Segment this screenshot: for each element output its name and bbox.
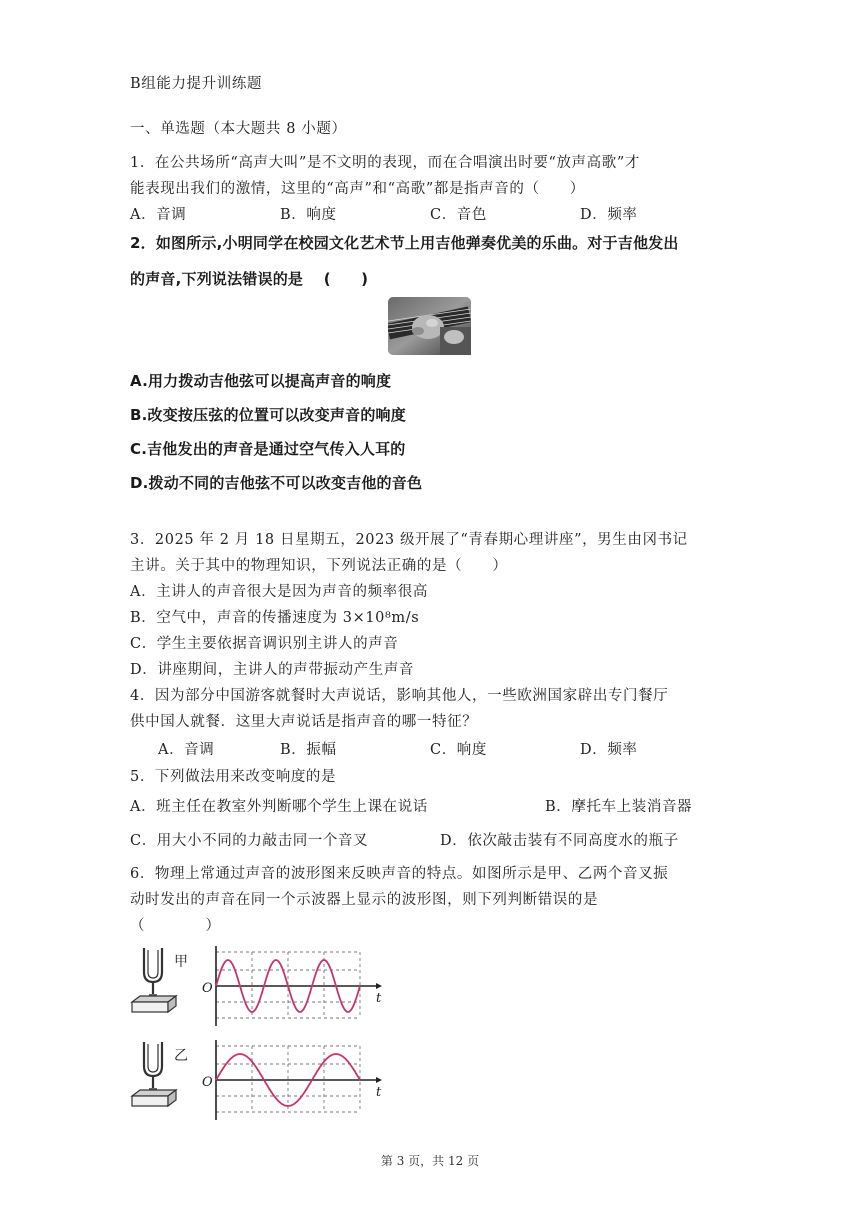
guitar-photo — [388, 297, 471, 355]
q2-option-d: D.拨动不同的吉他弦不可以改变吉他的音色 — [130, 474, 423, 492]
q4-option-d: D．频率 — [580, 742, 638, 758]
q3-option-a: A．主讲人的声音很大是因为声音的频率很高 — [130, 584, 428, 600]
q1-option-a: A．音调 — [130, 207, 187, 223]
q3-option-d: D．讲座期间，主讲人的声带振动产生声音 — [130, 662, 415, 678]
q3-option-b: B．空气中，声音的传播速度为 3×10⁸m/s — [130, 610, 420, 626]
q1-option-c: C．音色 — [430, 207, 487, 223]
q5-option-a: A．班主任在教室外判断哪个学生上课在说话 — [130, 799, 428, 815]
wave-jia-origin: O — [202, 981, 213, 996]
q4-option-c: C．响度 — [430, 742, 487, 758]
q6-stem-line2: 动时发出的声音在同一个示波器上显示的波形图，则下列判断错误的是 — [130, 892, 599, 908]
q1-stem-line1: 1．在公共场所“高声大叫”是不文明的表现，而在合唱演出时要“放声高歌”才 — [130, 155, 640, 171]
section-title: B组能力提升训练题 — [130, 76, 263, 92]
part-heading: 一、单选题（本大题共 8 小题） — [130, 121, 347, 137]
q3-stem-line2: 主讲。关于其中的物理知识，下列说法正确的是（ ） — [130, 558, 508, 574]
q3-option-c: C．学生主要依据音调识别主讲人的声音 — [130, 636, 399, 652]
q4-option-a: A．音调 — [158, 742, 215, 758]
q2-option-b: B.改变按压弦的位置可以改变声音的响度 — [130, 406, 406, 424]
q1-option-d: D．频率 — [580, 207, 638, 223]
q5-option-c: C．用大小不同的力敲击同一个音叉 — [130, 833, 369, 849]
q6-stem-line3: （ ） — [130, 918, 221, 934]
wave-yi-origin: O — [202, 1075, 213, 1090]
tuning-fork-yi-figure — [128, 1038, 196, 1118]
q4-option-b: B．振幅 — [280, 742, 337, 758]
tuning-fork-jia-figure — [128, 944, 196, 1024]
q3-stem-line1: 3．2025 年 2 月 18 日星期五，2023 级开展了“青春期心理讲座”，男生由冈书记 — [130, 532, 688, 548]
q4-stem-line1: 4．因为部分中国游客就餐时大声说话，影响其他人，一些欧洲国家辟出专门餐厅 — [130, 688, 669, 704]
page-footer: 第 3 页，共 12 页 — [380, 1154, 480, 1168]
q5-option-d: D．依次敲击装有不同高度水的瓶子 — [440, 833, 679, 849]
q6-stem-line1: 6．物理上常通过声音的波形图来反映声音的特点。如图所示是甲、乙两个音叉振 — [130, 866, 669, 882]
q2-stem-line2: 的声音,下列说法错误的是 ( ) — [130, 270, 369, 288]
q1-stem-line2: 能表现出我们的激情，这里的“高声”和“高歌”都是指声音的（ ） — [130, 181, 585, 197]
q1-option-b: B．响度 — [280, 207, 337, 223]
q2-stem-line1: 2．如图所示,小明同学在校园文化艺术节上用吉他弹奏优美的乐曲。对于吉他发出 — [130, 234, 679, 252]
q5-option-b: B．摩托车上装消音器 — [545, 799, 693, 815]
q2-option-a: A.用力拨动吉他弦可以提高声音的响度 — [130, 372, 392, 390]
waveform-yi — [198, 1038, 393, 1120]
q2-option-c: C.吉他发出的声音是通过空气传入人耳的 — [130, 440, 406, 458]
wave-jia-t-label: t — [376, 991, 382, 1006]
wave-yi-t-label: t — [376, 1085, 382, 1100]
fork-jia-label: 甲 — [174, 954, 188, 970]
q4-stem-line2: 供中国人就餐．这里大声说话是指声音的哪一特征？ — [130, 714, 478, 730]
q5-stem: 5．下列做法用来改变响度的是 — [130, 769, 337, 785]
waveform-jia — [198, 944, 393, 1026]
fork-yi-label: 乙 — [174, 1048, 188, 1064]
